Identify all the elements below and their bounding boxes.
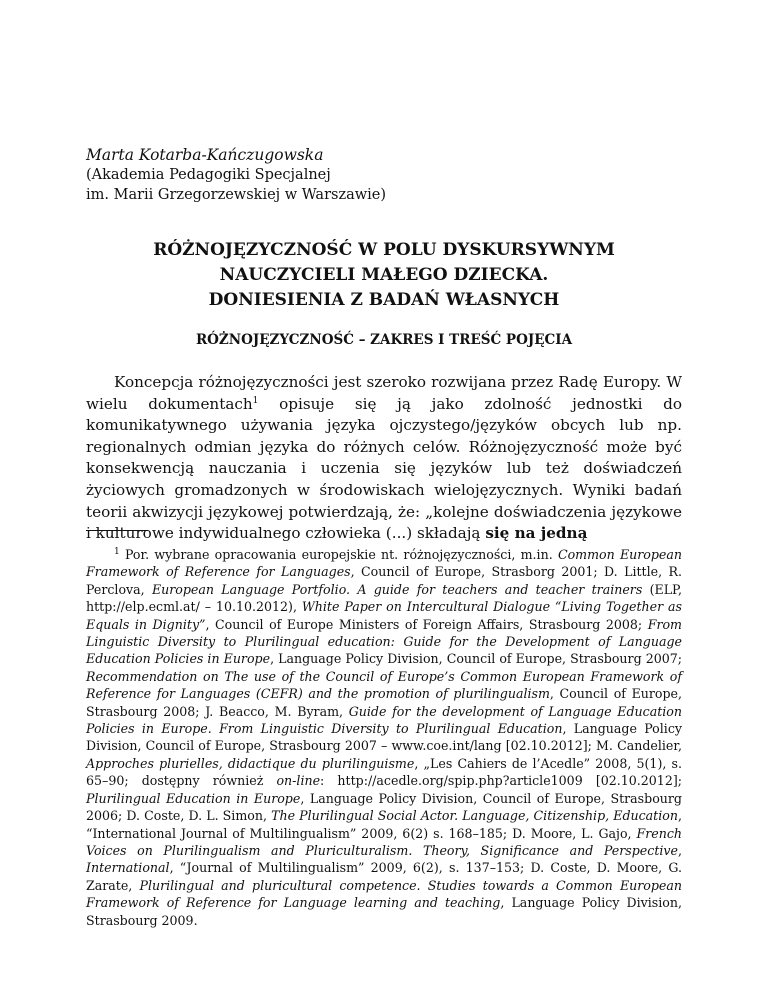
footnote-title: Plurilingual and pluricultural competence. Studies towards a Common European Framework of Reference for Language learning and teaching <box>86 877 682 911</box>
footnote <box>86 546 682 929</box>
footnote-title: International <box>86 860 170 876</box>
footnote-segment: , Language Policy Division, Strasbourg 2009. <box>86 895 682 928</box>
section-heading: RÓŻNOJĘZYCZNOŚĆ – ZAKRES I TREŚĆ POJĘCIA <box>195 332 573 348</box>
footnote-title: French Voices on Plurilingualism and Pluriculturalism. Theory, Significance and Perspective <box>86 825 682 858</box>
footnote-title: Guide for the development of Language Education Policies in Europe. From Linguistic Diversity to Plurilingual Education <box>86 703 682 737</box>
footnote-title: Common European Framework of Reference for Languages <box>86 547 683 580</box>
article-title <box>86 238 682 313</box>
footnote-title: Plurilingual Education in Europe <box>86 790 301 806</box>
author-affiliation-line1: (Akademia Pedagogiki Specjalnej <box>86 167 331 183</box>
body-text-start: Koncepcja różnojęzyczności jest szeroko rozwijana przez Radę Europy. W wielu dokumentach <box>86 373 682 413</box>
footnote-segment: , Language Policy Division, Council of Europe, Strasbourg 2007; <box>270 651 682 667</box>
body-text-bold-end: się na jedną <box>485 524 588 543</box>
footnote-segment: : http://acedle.org/spip.php?article1009 [02.10.2012]; <box>320 773 682 789</box>
footnote-title: on-line <box>276 773 321 789</box>
footnote-segment: , <box>677 842 682 858</box>
footnote-title: White Paper on Intercultural Dialogue “Living Together as Equals in Dignity” <box>86 599 682 632</box>
author-block <box>86 145 386 205</box>
footnote-segment: , Language Policy Division, Council of Europe, Strasbourg 2007 – www.coe.int/lang [02.10.2012]; M. Candelier, <box>86 721 682 754</box>
title-line3: DONIESIENIA Z BADAŃ WŁASNYCH <box>208 290 560 310</box>
footnote-segment: , Language Policy Division, Council of Europe, Strasbourg 2006; D. Coste, D. L. Simon, <box>86 790 682 824</box>
footnote-segment: , “Journal of Multilingualism” 2009, 6(2), s. 137–153; D. Coste, D. Moore, G. Zarate, <box>86 860 682 893</box>
footnote-segment: (ELP, http://elp.ecml.at/ – 10.10.2012), <box>86 581 682 615</box>
footnote-segment: , Council of Europe, Strasbourg 2008; J. Beacco, M. Byram, <box>86 686 682 719</box>
title-line1: RÓŻNOJĘZYCZNOŚĆ W POLU DYSKURSYWNYM <box>153 240 615 260</box>
footnote-segment: Por. wybrane opracowania europejskie nt. różnojęzyczności, m.in. <box>119 547 558 562</box>
footnote-title: From Linguistic Diversity to Plurilingual education: Guide for the Development of Language Education Policies in Europe <box>86 616 682 667</box>
body-text-rest: opisuje się ją jako zdolność jednostki do komunikatywnego używania języka ojczystego/języków obcych lub np. regionalnych odmian języka do różnych celów. Różnojęzyczność może być konsekwencją nauczania i uczenia się języków lub też doświadczeń życiowych gromadzonych w środowiskach wielojęzycznych. Wyniki badań teorii akwizycji językowej potwierdzają, że: „kolejne doświadczenia językowe i kulturowe indywidualnego człowieka (...) składają <box>86 394 683 543</box>
footnote-segment: , “International Journal of Multilingualism” 2009, 6(2) s. 168–185; D. Moore, L. Gajo, <box>86 808 682 841</box>
footnote-title: European Language Portfolio. A guide for teachers and teacher trainers <box>151 581 643 597</box>
footnote-segment: , Council of Europe, Strasborg 2001; D. Little, R. Perclova, <box>86 564 682 597</box>
body-paragraph <box>86 372 682 545</box>
footnote-title: The Plurilingual Social Actor. Language, Citizenship, Education <box>271 808 678 824</box>
footnote-title: Recommendation on The use of the Council of Europe’s Common European Framework of Reference for Languages (CEFR) and the promotion of plurilingualism <box>86 668 682 702</box>
title-line2: NAUCZYCIELI MAŁEGO DZIECKA. <box>219 265 549 285</box>
footnote-segment: , Council of Europe Ministers of Foreign Affairs, Strasbourg 2008; <box>205 616 648 632</box>
author-name: Marta Kotarba-Kańczugowska <box>86 146 324 164</box>
footnote-separator <box>86 530 148 531</box>
footnote-reference: 1 <box>252 395 259 406</box>
footnote-number: 1 <box>114 546 120 557</box>
author-affiliation-line2: im. Marii Grzegorzewskiej w Warszawie) <box>86 187 387 203</box>
footnote-segment: , „Les Cahiers de l’Acedle” 2008, 5(1), s. 65–90; dostępny również <box>86 755 682 789</box>
footnote-title: Approches plurielles, didactique du plurilinguisme <box>86 755 415 771</box>
